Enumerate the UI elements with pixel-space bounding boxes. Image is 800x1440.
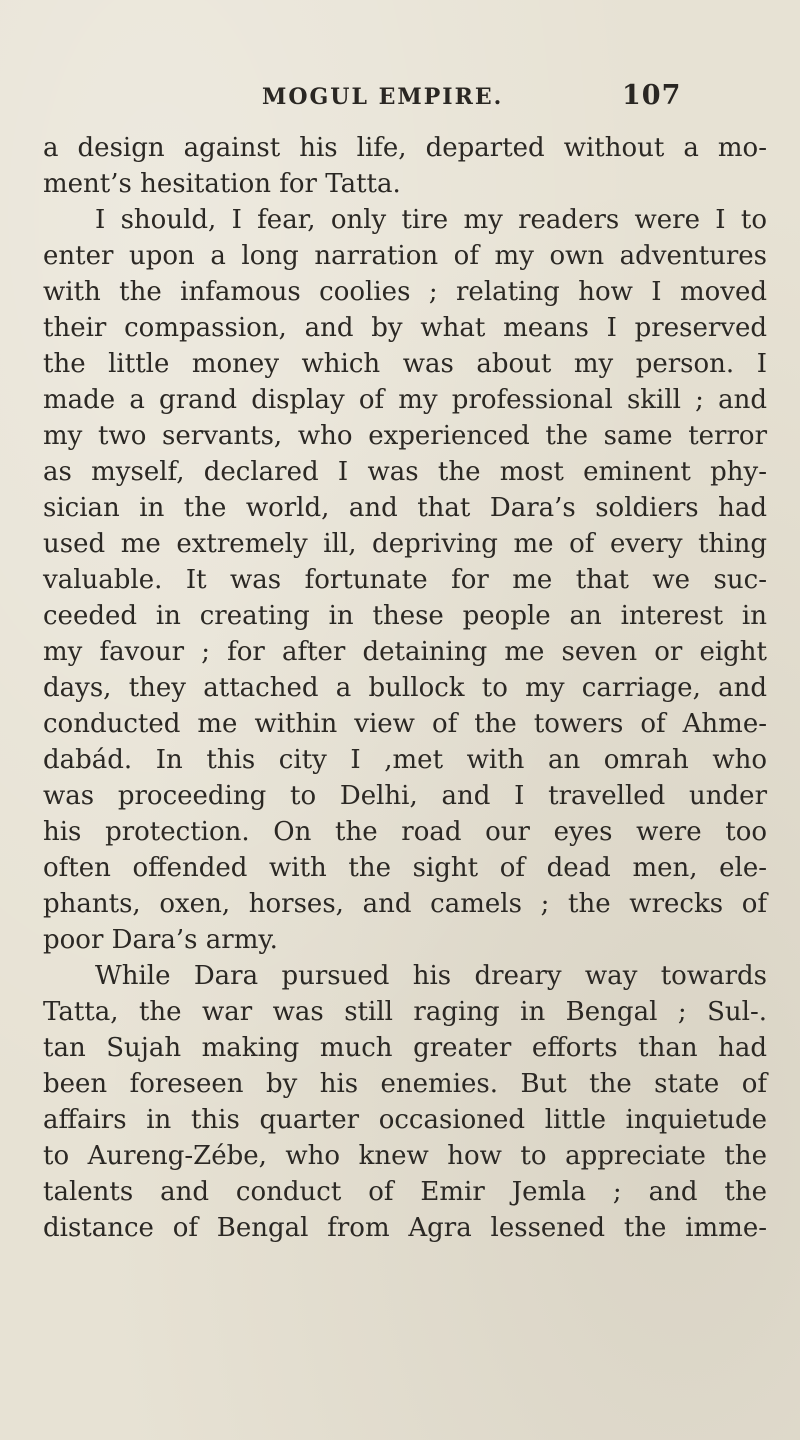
text-line: enter upon a long narration of my own adventures <box>43 241 767 271</box>
text-line: used me extremely ill, depriving me of every thing <box>43 529 767 559</box>
text-line: valuable. It was fortunate for me that we suc- <box>43 565 767 595</box>
text-line: ceeded in creating in these people an interest in <box>43 601 767 631</box>
text-line: sician in the world, and that Dara’s soldiers had <box>43 493 767 523</box>
text-line: poor Dara’s army. <box>43 925 278 955</box>
text-line: tan Sujah making much greater efforts than had <box>43 1033 767 1063</box>
text-line: made a grand display of my professional skill ; and <box>43 385 767 415</box>
text-line: conducted me within view of the towers of Ahme- <box>43 709 767 739</box>
text-line: I should, I fear, only tire my readers were I to <box>95 205 767 235</box>
text-line: as myself, declared I was the most eminent phy- <box>43 457 767 487</box>
running-title: MOGUL EMPIRE. <box>262 84 504 110</box>
text-line: was proceeding to Delhi, and I travelled under <box>43 781 767 811</box>
text-line: the little money which was about my person. I <box>43 349 767 379</box>
text-line: Tatta, the war was still raging in Bengal ; Sul-. <box>43 997 767 1027</box>
text-line: a design against his life, departed without a mo- <box>43 133 767 163</box>
running-head <box>0 80 800 124</box>
text-line: my two servants, who experienced the same terror <box>43 421 767 451</box>
text-line: their compassion, and by what means I preserved <box>43 313 767 343</box>
text-line: affairs in this quarter occasioned little inquietude <box>43 1105 767 1135</box>
text-line: ment’s hesitation for Tatta. <box>43 169 401 199</box>
text-line: been foreseen by his enemies. But the state of <box>43 1069 767 1099</box>
text-line: my favour ; for after detaining me seven or eight <box>43 637 767 667</box>
text-line: often offended with the sight of dead men, ele- <box>43 853 767 883</box>
text-line: distance of Bengal from Agra lessened the imme- <box>43 1213 767 1243</box>
text-line: While Dara pursued his dreary way towards <box>95 961 767 991</box>
text-line: days, they attached a bullock to my carriage, and <box>43 673 767 703</box>
text-line: with the infamous coolies ; relating how I moved <box>43 277 767 307</box>
text-line: phants, oxen, horses, and camels ; the wrecks of <box>43 889 767 919</box>
text-line: to Aureng-Zébe, who knew how to appreciate the <box>43 1141 767 1171</box>
text-line: his protection. On the road our eyes were too <box>43 817 767 847</box>
page-number: 107 <box>622 80 682 111</box>
text-line: talents and conduct of Emir Jemla ; and the <box>43 1177 767 1207</box>
text-line: dabád. In this city I ,met with an omrah who <box>43 745 767 775</box>
